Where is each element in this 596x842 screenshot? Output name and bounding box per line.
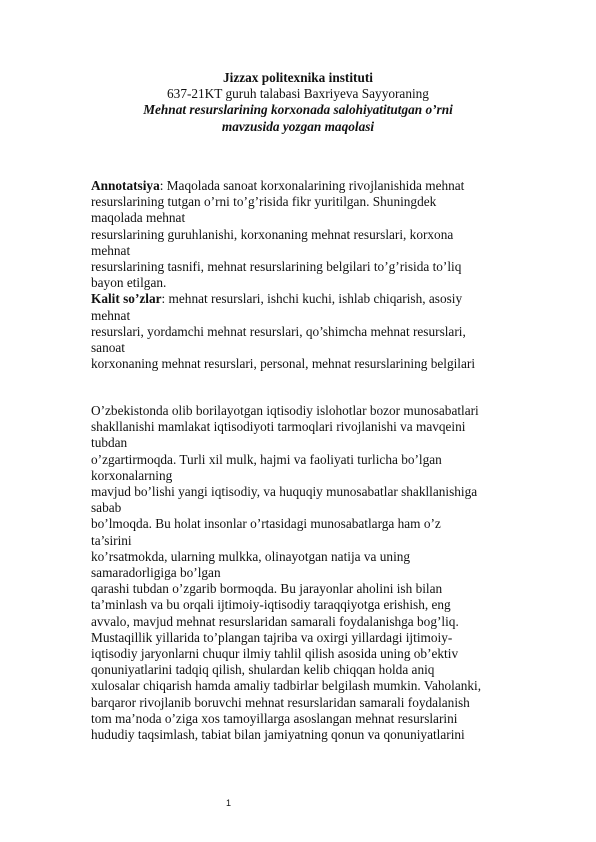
title-line-2: mavzusida yozgan maqolasi bbox=[221, 118, 375, 134]
body-line: qonuniyatlarini tadqiq qilish, shulardan kelib chiqqan holda aniq bbox=[91, 662, 435, 678]
document-header bbox=[0, 70, 596, 135]
title-line-1: Mehnat resurslarining korxonada salohiyatitutgan o’rni bbox=[143, 102, 453, 118]
abstract-block bbox=[91, 178, 531, 291]
body-text bbox=[91, 403, 531, 743]
body-line: mavjud bo’lishi yangi iqtisodiy, va huquqiy munosabatlar shakllanishiga bbox=[91, 484, 478, 500]
keywords-line: Kalit so’zlar: mehnat resurslari, ishchi kuchi, ishlab chiqarish, asosiy bbox=[91, 291, 463, 307]
keywords-label: Kalit so’zlar bbox=[91, 291, 162, 307]
body-line: sabab bbox=[91, 500, 122, 516]
keywords-line: sanoat bbox=[91, 340, 125, 355]
body-line: tom ma’noda o’ziga xos tamoyillarga asoslangan mehnat resurslarini bbox=[91, 710, 458, 726]
body-line: iqtisodiy jaryonlarni chuqur ilmiy tahlil qilish asosida uning ob’ektiv bbox=[91, 646, 459, 662]
keywords-line: mehnat bbox=[91, 307, 131, 323]
abstract-line: maqolada mehnat bbox=[91, 210, 186, 226]
keywords-line: resurslari, yordamchi mehnat resurslari, qo’shimcha mehnat resurslari, bbox=[91, 323, 466, 339]
body-line: ta’minlash va bu orqali ijtimoiy-iqtisodiy taraqqiyotga erishish, eng bbox=[91, 597, 451, 613]
body-line: barqaror rivojlanib boruvchi mehnat resurslaridan samarali foydalanish bbox=[91, 694, 470, 710]
body-line: ta’sirini bbox=[91, 532, 132, 548]
body-line: avvalo, mavjud mehnat resurslaridan samarali foydalanishga bog’liq. bbox=[91, 613, 459, 629]
body-line: Mustaqillik yillarida to’plangan tajriba va oxirgi yillardagi ijtimoiy- bbox=[91, 629, 453, 645]
body-line: O’zbekistonda olib borilayotgan iqtisodiy islohotlar bozor munosabatlari bbox=[91, 403, 479, 418]
abstract-line: Annotatsiya: Maqolada sanoat korxonalarining rivojlanishida mehnat bbox=[91, 178, 465, 193]
keywords-line: korxonaning mehnat resurslari, personal, mehnat resurslarining belgilari bbox=[91, 356, 476, 372]
body-line: qarashi tubdan o’zgarib bormoqda. Bu jarayonlar aholini ish bilan bbox=[91, 581, 443, 597]
abstract-line: bayon etilgan. bbox=[91, 275, 167, 291]
page-number: 1 bbox=[226, 798, 232, 808]
abstract-line: resurslarining tutgan o’rni to’g’risida fikr yuritilgan. Shuningdek bbox=[91, 194, 437, 210]
body-line: shakllanishi mamlakat iqtisodiyoti tarmoqlari rivojlanishi va mavqeini bbox=[91, 419, 466, 435]
body-line: tubdan bbox=[91, 435, 128, 451]
body-line: o’zgartirmoqda. Turli xil mulk, hajmi va faoliyati turlicha bo’lgan bbox=[91, 451, 442, 467]
body-line: samaradorligiga bo’lgan bbox=[91, 565, 221, 581]
author-line: 637-21KT guruh talabasi Baxriyeva Sayyoraning bbox=[167, 86, 429, 102]
abstract-label: Annotatsiya bbox=[91, 178, 160, 193]
institute-name: Jizzax politexnika instituti bbox=[223, 70, 373, 85]
keywords-block bbox=[91, 291, 531, 372]
body-line: hududiy taqsimlash, tabiat bilan jamiyatning qonun va qonuniyatlarini bbox=[91, 727, 465, 743]
body-line: bo’lmoqda. Bu holat insonlar o’rtasidagi munosabatlarga ham o’z bbox=[91, 516, 441, 532]
abstract-line: resurslarining guruhlanishi, korxonaning mehnat resurslari, korxona bbox=[91, 226, 454, 242]
body-line: xulosalar chiqarish hamda amaliy tadbirlar belgilash mumkin. Vaholanki, bbox=[91, 678, 482, 694]
abstract-line: mehnat bbox=[91, 242, 131, 258]
body-line: ko’rsatmokda, ularning mulkka, olinayotgan natija va uning bbox=[91, 548, 411, 564]
body-line: korxonalarning bbox=[91, 467, 173, 483]
abstract-line: resurslarining tasnifi, mehnat resurslarining belgilari to’g’risida to’liq bbox=[91, 259, 462, 275]
